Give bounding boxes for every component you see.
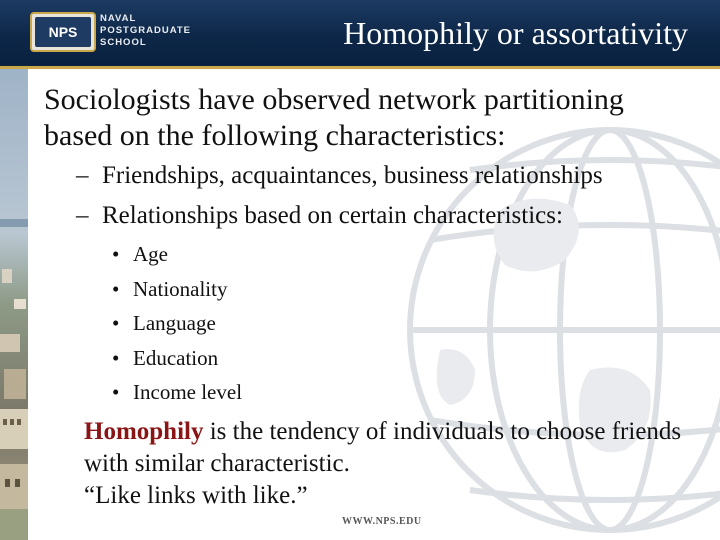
logo-line: SCHOOL [100,37,147,48]
bullet-icon: • [112,277,120,301]
bullet-icon: • [112,311,120,335]
definition-text: is the tendency of individuals to choose friends with similar characteristic. [84,418,682,477]
logo-line: NAVAL [100,13,137,24]
bullet-text: Nationality [133,277,228,301]
dash-item-text: Relationships based on certain characteristics: [102,202,563,229]
bullet-icon: • [112,380,120,404]
dash-marker: – [76,202,89,229]
dash-list-item [76,161,716,191]
bullet-list-item [112,241,168,267]
definition-term: Homophily [84,418,204,445]
bullet-list-item [112,310,216,336]
bullet-icon: • [112,242,120,266]
logo-badge-text: NPS [48,24,78,40]
footer-url: WWW.NPS.EDU [342,516,422,527]
logo-line: POSTGRADUATE [100,25,191,36]
bullet-text: Age [133,242,168,266]
dash-item-text: Friendships, acquaintances, business relationships [102,162,603,189]
dash-marker: – [76,162,89,189]
bullet-text: Language [133,311,216,335]
slide-title: Homophily or assortativity [343,15,688,51]
bullet-text: Education [133,346,219,370]
dash-list-item [76,201,716,231]
homophily-definition [84,416,684,512]
bullet-list-item [112,276,227,302]
bullet-list-item [112,379,242,405]
intro-paragraph: Sociologists have observed network partitioning based on the following characteristics: [44,83,624,152]
bullet-text: Income level [133,380,243,404]
bullet-icon: • [112,346,120,370]
bullet-list-item [112,345,218,371]
definition-quote: “Like links with like.” [84,482,308,509]
